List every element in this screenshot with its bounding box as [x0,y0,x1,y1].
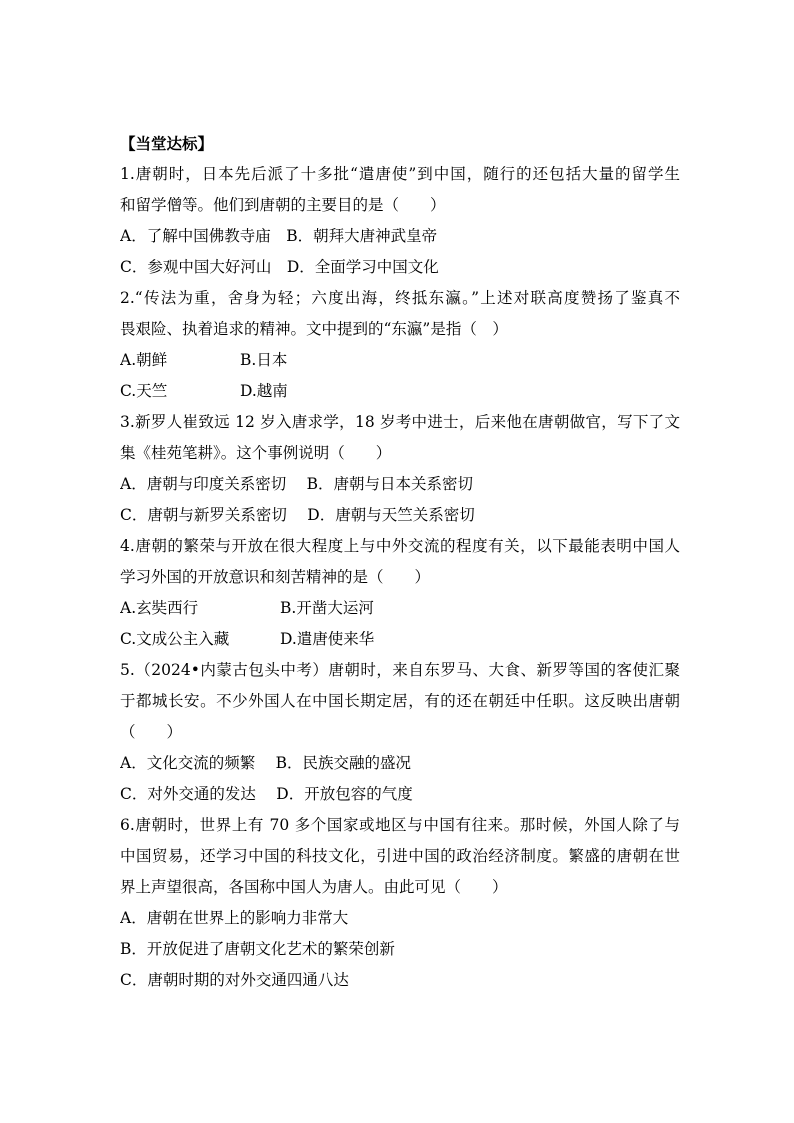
option-pair-line [120,593,680,624]
question-text-line: 界上声望很高，各国称中国人为唐人。由此可见（ ） [120,878,508,896]
option-line: C．参观中国大好河山 D．全面学习中国文化 [120,258,439,276]
option-b: B.日本 [240,351,288,369]
option-line: A．唐朝与印度关系密切 B．唐朝与日本关系密切 [120,475,474,493]
option-pair-line [120,624,680,655]
question-text-line: 于都城长安。不少外国人在中国长期定居，有的还在朝廷中任职。这反映出唐朝 [120,692,680,710]
question-text-line: 集《桂苑笔耕》。这个事例说明（ ） [120,444,392,462]
section-title: 【当堂达标】 [120,134,214,153]
option-line: C．唐朝时期的对外交通四通八达 [120,971,349,989]
option-c: C.文成公主入藏 [120,630,230,648]
option-c: C.天竺 [120,382,168,400]
option-line: C．对外交通的发达 D．开放包容的气度 [120,785,413,803]
option-line: A．了解中国佛教寺庙 B．朝拜大唐神武皇帝 [120,227,438,245]
question-text-line: 1.唐朝时，日本先后派了十多批“遣唐使”到中国，随行的还包括大量的留学生 [120,165,680,183]
question-text-line: 2.“传法为重，舍身为轻；六度出海，终抵东瀛。”上述对联高度赞扬了鉴真不 [120,289,680,307]
question-1 [120,159,680,283]
question-text-line: 3.新罗人崔致远 12 岁入唐求学，18 岁考中进士，后来他在唐朝做官，写下了文 [120,413,680,431]
question-text-line: 6.唐朝时，世界上有 70 多个国家或地区与中国有往来。那时候，外国人除了与 [120,816,680,834]
question-5 [120,655,680,810]
option-line: C．唐朝与新罗关系密切 D．唐朝与天竺关系密切 [120,506,475,524]
option-line: A．唐朝在世界上的影响力非常大 [120,909,349,927]
question-text-line: 学习外国的开放意识和刻苦精神的是（ ） [120,568,431,586]
question-3 [120,407,680,531]
question-text-line: 和留学僧等。他们到唐朝的主要目的是（ ） [120,196,446,214]
question-text-line: 中国贸易，还学习中国的科技文化，引进中国的政治经济制度。繁盛的唐朝在世 [120,847,680,865]
option-pair-line [120,345,680,376]
question-2 [120,283,680,407]
option-d: D.遣唐使来华 [280,630,375,648]
option-a: A.朝鲜 [120,351,168,369]
option-line: A．文化交流的频繁 B．民族交融的盛况 [120,754,412,772]
question-6 [120,810,680,996]
question-text-line: 畏艰险、执着追求的精神。文中提到的“东瀛”是指（ ） [120,320,508,338]
question-text-line: 4.唐朝的繁荣与开放在很大程度上与中外交流的程度有关，以下最能表明中国人 [120,537,680,555]
option-a: A.玄奘西行 [120,599,199,617]
question-text-line: （ ） [120,723,183,741]
option-pair-line [120,376,680,407]
exercise-section [120,128,680,996]
question-4 [120,531,680,655]
option-b: B.开凿大运河 [280,599,374,617]
option-d: D.越南 [240,382,288,400]
question-text-line: 5.（2024•内蒙古包头中考）唐朝时，来自东罗马、大食、新罗等国的客使汇聚 [120,661,680,679]
option-line: B．开放促进了唐朝文化艺术的繁荣创新 [120,940,395,958]
